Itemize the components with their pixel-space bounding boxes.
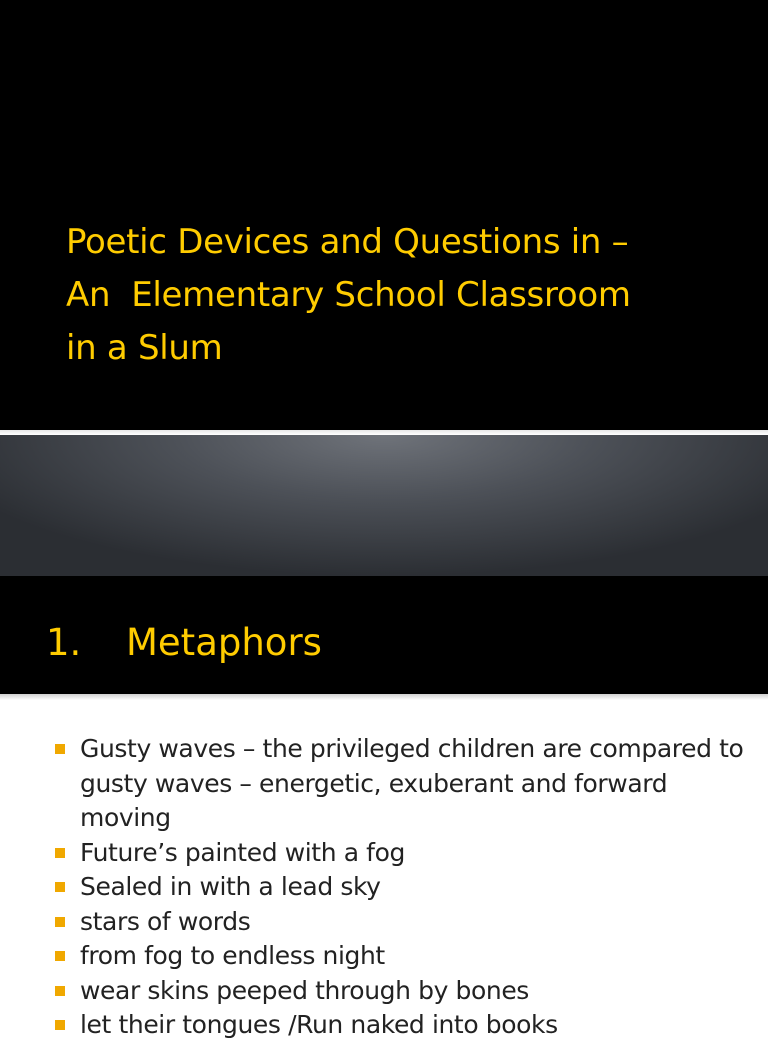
section-number: 1. (46, 621, 82, 664)
bullet-square-icon (55, 1020, 65, 1030)
bullet-text: stars of words (80, 906, 251, 936)
bullet-text: Future’s painted with a fog (80, 837, 405, 867)
bullet-item (54, 1008, 754, 1043)
bullet-text: Gusty waves – the privileged children are compared to gusty waves – energetic, exuberant and forward moving (80, 734, 744, 832)
slide-gradient-band (0, 435, 768, 576)
bullet-item (54, 732, 754, 836)
bullet-item (54, 905, 754, 940)
slide-title-line-2: An Elementary School Classroom (66, 275, 631, 315)
bullet-square-icon (55, 917, 65, 927)
bullet-list (54, 732, 754, 1043)
bullet-text: let their tongues /Run naked into books (80, 1010, 558, 1039)
slide-title-line-3: in a Slum (66, 328, 223, 368)
bullet-item (54, 870, 754, 905)
bullet-square-icon (55, 986, 65, 996)
bullet-square-icon (55, 848, 65, 858)
bullet-text: Sealed in with a lead sky (80, 872, 381, 901)
bullet-item (54, 836, 754, 871)
bullet-square-icon (55, 744, 65, 754)
section-heading (46, 617, 322, 669)
slide-title-line-1: Poetic Devices and Questions in – (66, 222, 629, 262)
bullet-text: wear skins peeped through by bones (80, 975, 529, 1005)
bullet-item (54, 939, 754, 974)
bullet-square-icon (55, 951, 65, 961)
section-divider (0, 694, 768, 700)
bullet-item (54, 974, 754, 1009)
bullet-square-icon (55, 882, 65, 892)
section-heading-text: Metaphors (126, 621, 322, 664)
bullet-text: from fog to endless night (80, 941, 385, 970)
slide-title (66, 216, 756, 375)
